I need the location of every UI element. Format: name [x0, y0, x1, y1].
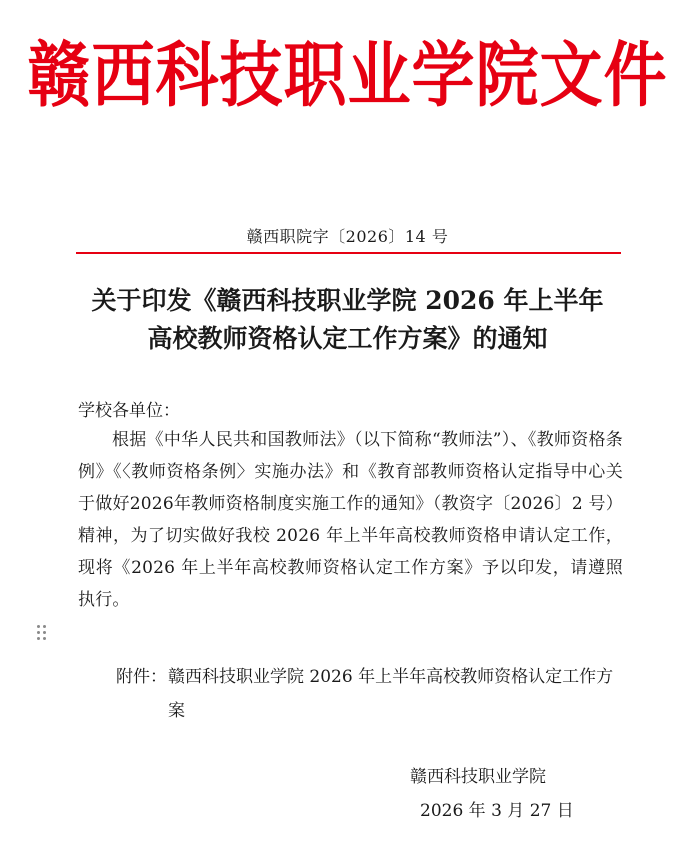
drag-handle-dot	[37, 637, 40, 640]
document-title-line-2: 高校教师资格认定工作方案》的通知	[147, 324, 548, 353]
red-divider-line	[76, 252, 621, 254]
drag-handle-dot	[37, 625, 40, 628]
document-title-line-1: 关于印发《赣西科技职业学院 2026 年上半年	[91, 286, 604, 315]
attachment-label: 附件：	[116, 667, 167, 687]
body-paragraph: 根据《中华人民共和国教师法》（以下简称“教师法”）、《教师资格条例》《〈教师资格条例〉实施办法》和《教育部教师资格认定指导中心关于做好2026年教师资格制度实施工作的通知》（教资字〔2026〕2 号）精神，为了切实做好我校 2026 年上半年高校教师资格申请认定工作，现将《2026 年上半年高校教师资格认定工作方案》予以印发，请遵照执行。	[78, 430, 623, 610]
signature-organization: 赣西科技职业学院	[410, 767, 546, 787]
attachment-title: 赣西科技职业学院 2026 年上半年高校教师资格认定工作方案	[168, 667, 614, 721]
letterhead-title: 赣西科技职业学院文件	[27, 33, 668, 117]
drag-handle-dot	[43, 625, 46, 628]
salutation: 学校各单位：	[78, 401, 180, 421]
drag-handle-dot	[37, 631, 40, 634]
document-number: 赣西职院字〔2026〕14 号	[246, 227, 449, 246]
signature-date: 2026 年 3 月 27 日	[420, 801, 574, 821]
drag-handle-icon[interactable]	[37, 625, 47, 643]
drag-handle-dot	[43, 637, 46, 640]
drag-handle-dot	[43, 631, 46, 634]
